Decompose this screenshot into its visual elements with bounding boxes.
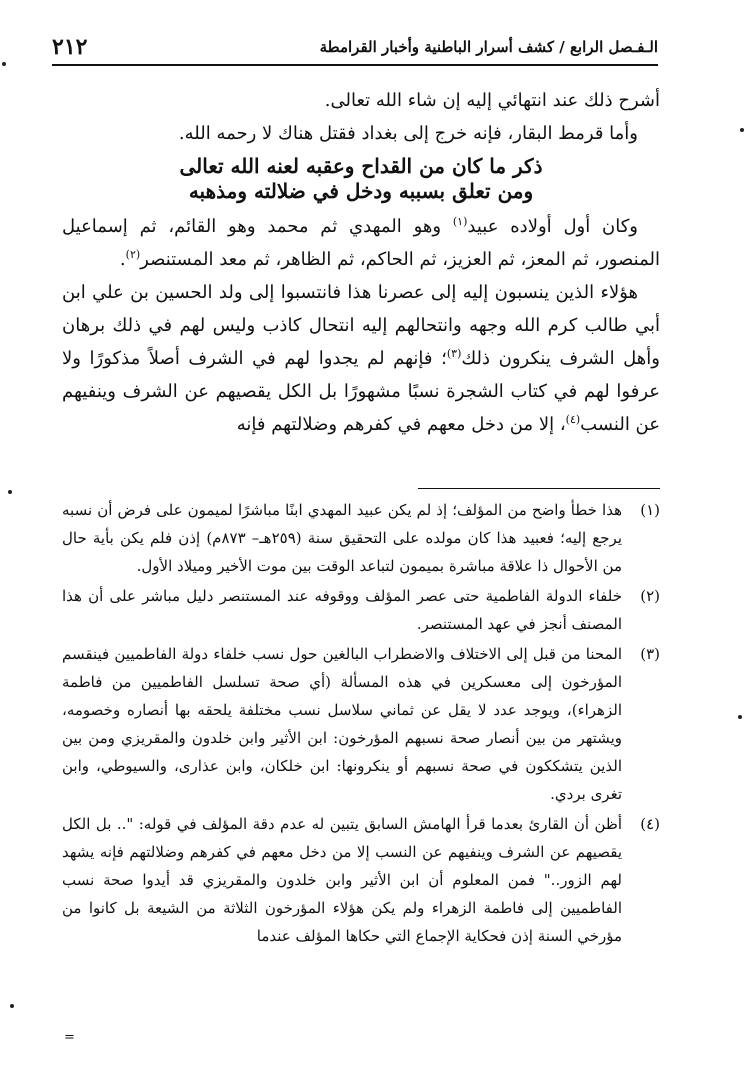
text-run: ، إلا من دخل معهم في كفرهم وضلالتهم فإنه <box>236 414 566 435</box>
footnote-divider <box>418 488 660 489</box>
footnotes <box>62 496 660 952</box>
footnote <box>62 640 660 808</box>
footnote-ref[interactable]: (٣) <box>446 347 462 360</box>
main-text <box>62 84 660 441</box>
footnote-ref[interactable]: (١) <box>452 215 468 228</box>
text-run: ؛ فإنهم لم يجدوا لهم في الشرف أصلاً مذكورًا ولا عرفوا لهم في كتاب الشجرة نسبًا مشهورًا بل الكل يقصيهم عن الشرف وينفيهم عن النسب <box>62 348 660 435</box>
footnote-mark: (٣) <box>640 645 660 663</box>
footnote <box>62 810 660 950</box>
margin-speck <box>8 490 12 494</box>
paragraph <box>62 276 660 441</box>
footnote <box>62 496 660 580</box>
footnote-ref[interactable]: (٤) <box>565 413 581 426</box>
paragraph: وأما قرمط البقار، فإنه خرج إلى بغداد فقتل هناك لا رحمه الله. <box>178 123 638 144</box>
paragraph <box>62 210 660 276</box>
footnote-mark: (٤) <box>640 815 660 833</box>
footnote-ref[interactable]: (٢) <box>125 248 141 261</box>
running-title: الـفـصل الرابع / كشف أسرار الباطنية وأخبار القرامطة <box>319 38 658 56</box>
footnote-text: المحنا من قبل إلى الاختلاف والاضطراب البالغين حول نسب خلفاء دولة الفاطميين فينقسم المؤرخون إلى معسكرين في هذه المسألة (أي صحة تسلسل الفاطميين من فاطمة الزهراء)، ويوجد عدد لا يقل عن ثماني سلاسل نسب مختلفة يلحقه بها أنصاره وخصومه، ويشتهر من بين أنصار صحة نسبهم المؤرخون: ابن الأثير وابن خلدون والمقريزي ومن بين الذين يتشككون في صحة نسبهم أو ينكرونها: ابن خلكان، وابن عذارى، والسيوطي، وابن تغرى بردي. <box>62 645 622 803</box>
page-header <box>52 30 658 66</box>
text-run: وهو المهدي ثم محمد وهو القائم، ثم إسماعيل المنصور، ثم المعز، ثم العزيز، ثم الحاكم، ثم الظاهر، ثم معد المستنصر <box>62 216 660 270</box>
page-number: ٢١٢ <box>52 34 88 60</box>
footnote-mark: (٢) <box>640 587 660 605</box>
heading-line: ومن تعلق بسببه ودخل في ضلالته ومذهبه <box>188 179 534 203</box>
text-run: وكان أول أولاده عبيد <box>467 216 638 237</box>
margin-speck <box>2 62 6 66</box>
footnote-mark: (١) <box>640 501 660 519</box>
section-heading <box>62 154 660 204</box>
margin-speck <box>10 1004 14 1008</box>
footnote-text: هذا خطأ واضح من المؤلف؛ إذ لم يكن عبيد المهدي ابنًا مباشرًا لميمون على فرض أن نسبه يرجع إليه؛ فعبيد هذا كان مولده على التحقيق سنة (٢٥٩هـ– ٨٧٣م) إذن فلم يكن بأية حال من الأحوال ذا علاقة مباشرة بميمون لتباعد الوقت بين موت الأخير وميلاد الأول. <box>62 501 623 575</box>
footnote-text: خلفاء الدولة الفاطمية حتى عصر المؤلف ووقوفه عند المستنصر دليل مباشر على أن هذا المصنف أنجز في عهد المستنصر. <box>62 587 622 633</box>
text-run: هؤلاء الذين ينسبون إليه إلى عصرنا هذا فانتسبوا إلى ولد الحسين بن علي ابن أبي طالب كرم الله وجهه وانتحالهم إليه انتحال كاذب وليس لهم في ذلك برهان وأهل الشرف ينكرون ذلك <box>62 282 660 369</box>
footnote-text: أظن أن القارئ بعدما قرأ الهامش السابق يتبين له عدم دقة المؤلف في قوله: ".. بل الكل يقصيهم عن الشرف وينفيهم عن النسب إلا من دخل معهم في كفرهم وضلالتهم فإنه يشهد لهم الزور.." فمن المعلوم أن ابن الأثير وابن خلدون والمقريزي قد أيدوا صحة نسب الفاطميين إلى فاطمة الزهراء ولم يكن هؤلاء المؤرخون الثلاثة من الشيعة بل كانوا من مؤرخي السنة إذن فحكاية الإجماع التي حكاها المؤلف عندما <box>62 815 622 945</box>
text-line: أشرح ذلك عند انتهائي إليه إن شاء الله تعالى. <box>324 90 660 111</box>
heading-line: ذكر ما كان من القداح وعقبه لعنه الله تعالى <box>179 154 543 178</box>
continuation-mark: = <box>64 1030 75 1045</box>
margin-speck <box>738 715 742 719</box>
margin-speck <box>740 128 744 132</box>
footnote <box>62 582 660 638</box>
text-run: . <box>119 249 126 270</box>
